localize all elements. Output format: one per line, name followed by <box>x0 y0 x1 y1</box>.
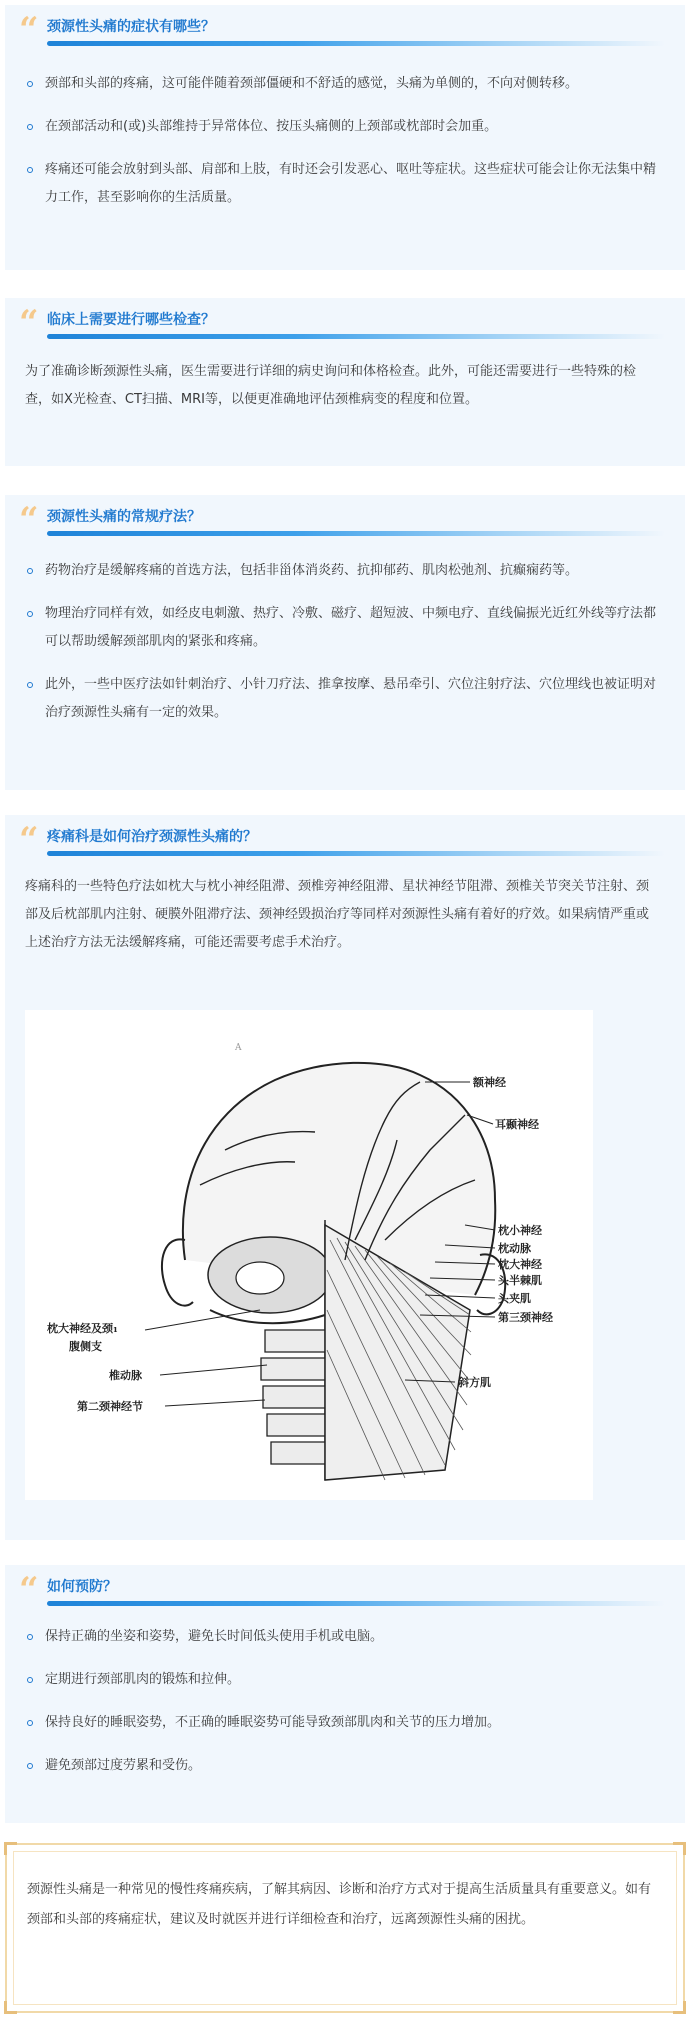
label-ventral-branch: 腹侧支 <box>69 1340 102 1353</box>
title-underline <box>47 41 665 46</box>
anatomy-illustration <box>25 1010 593 1500</box>
section-header <box>19 1565 665 1609</box>
list-item: 在颈部活动和(或)头部维持于异常体位、按压头痛侧的上颈部或枕部时会加重。 <box>25 113 661 141</box>
list-item: 物理治疗同样有效，如经皮电刺激、热疗、冷敷、磁疗、超短波、中频电疗、直线偏振光近红外线等疗法都可以帮助缓解颈部肌肉的紧张和疼痛。 <box>25 600 661 656</box>
section-title: 疼痛科是如何治疗颈源性头痛的？ <box>47 829 257 845</box>
section-conventional-therapy <box>5 495 685 790</box>
title-underline <box>47 851 665 856</box>
symptom-list <box>5 70 685 212</box>
section-examinations <box>5 298 685 466</box>
section-pain-department <box>5 815 685 1540</box>
quote-mark-icon: “ <box>19 303 31 343</box>
therapy-list <box>5 557 685 727</box>
figure-mark: A <box>235 1043 242 1053</box>
label-frontal-nerve: 额神经 <box>473 1076 506 1089</box>
label-trapezius: 斜方肌 <box>458 1376 491 1389</box>
section-title: 临床上需要进行哪些检查？ <box>47 312 215 328</box>
title-underline <box>47 531 665 536</box>
frame-corner-icon <box>4 1842 17 1855</box>
label-auriculotemporal-nerve: 耳颞神经 <box>495 1118 539 1131</box>
label-third-cervical-nerve: 第三颈神经 <box>498 1311 553 1324</box>
list-item: 保持正确的坐姿和姿势，避免长时间低头使用手机或电脑。 <box>25 1623 661 1651</box>
frame-corner-icon <box>673 1842 686 1855</box>
quote-mark-icon: “ <box>19 500 31 540</box>
label-semispinalis-capitis: 头半棘肌 <box>498 1274 542 1287</box>
section-title: 如何预防？ <box>47 1579 117 1595</box>
list-item: 疼痛还可能会放射到头部、肩部和上肢，有时还会引发恶心、呕吐等症状。这些症状可能会让你无法集中精力工作，甚至影响你的生活质量。 <box>25 156 661 212</box>
label-vertebral-artery: 椎动脉 <box>109 1369 142 1382</box>
title-underline <box>47 1601 665 1606</box>
list-item: 颈部和头部的疼痛，这可能伴随着颈部僵硬和不舒适的感觉，头痛为单侧的，不向对侧转移。 <box>25 70 661 98</box>
section-header <box>19 815 665 859</box>
section-symptoms <box>5 5 685 270</box>
list-item: 避免颈部过度劳累和受伤。 <box>25 1752 661 1780</box>
section-prevention <box>5 1565 685 1823</box>
frame-corner-icon <box>4 2001 17 2014</box>
quote-mark-icon: “ <box>19 10 31 50</box>
quote-mark-icon: “ <box>19 820 31 860</box>
section-title: 颈源性头痛的常规疗法？ <box>47 509 201 525</box>
prevention-list <box>5 1623 685 1780</box>
section-header <box>19 5 665 49</box>
head-neck-nerve-diagram <box>25 1010 593 1500</box>
examination-paragraph: 为了准确诊断颈源性头痛，医生需要进行详细的病史询问和体格检查。此外，可能还需要进行一些特殊的检查，如X光检查、CT扫描、MRI等，以便更准确地评估颈椎病变的程度和位置。 <box>25 364 637 407</box>
label-second-cervical-ganglion: 第二颈神经节 <box>77 1400 143 1413</box>
quote-mark-icon: “ <box>19 1570 31 1610</box>
list-item: 药物治疗是缓解疼痛的首选方法，包括非甾体消炎药、抗抑郁药、肌肉松弛剂、抗癫痫药等。 <box>25 557 661 585</box>
label-greater-occipital-and-c1: 枕大神经及颈₁ <box>47 1322 118 1335</box>
treatment-paragraph: 疼痛科的一些特色疗法如枕大与枕小神经阻滞、颈椎旁神经阻滞、星状神经节阻滞、颈椎关节突关节注射、颈部及后枕部肌内注射、硬膜外阻滞疗法、颈神经毁损治疗等同样对颈源性头痛有着好的疗效。如果病情严重或上述治疗方法无法缓解疼痛，可能还需要考虑手术治疗。 <box>25 879 650 950</box>
label-splenius-capitis: 头夹肌 <box>498 1292 531 1305</box>
section-header <box>19 495 665 539</box>
list-item: 定期进行颈部肌肉的锻炼和拉伸。 <box>25 1666 661 1694</box>
section-header <box>19 298 665 342</box>
frame-corner-icon <box>673 2001 686 2014</box>
label-greater-occipital-nerve: 枕大神经 <box>498 1258 542 1271</box>
title-underline <box>47 334 665 339</box>
summary-box <box>5 1843 685 2013</box>
list-item: 此外，一些中医疗法如针刺治疗、小针刀疗法、推拿按摩、悬吊牵引、穴位注射疗法、穴位埋线也被证明对治疗颈源性头痛有一定的效果。 <box>25 671 661 727</box>
summary-text: 颈源性头痛是一种常见的慢性疼痛疾病，了解其病因、诊断和治疗方式对于提高生活质量具有重要意义。如有颈部和头部的疼痛症状，建议及时就医并进行详细检查和治疗，远离颈源性头痛的困扰。 <box>27 1882 652 1927</box>
section-title: 颈源性头痛的症状有哪些？ <box>47 19 215 35</box>
list-item: 保持良好的睡眠姿势，不正确的睡眠姿势可能导致颈部肌肉和关节的压力增加。 <box>25 1709 661 1737</box>
label-occipital-artery: 枕动脉 <box>498 1242 531 1255</box>
label-lesser-occipital-nerve: 枕小神经 <box>498 1224 542 1237</box>
